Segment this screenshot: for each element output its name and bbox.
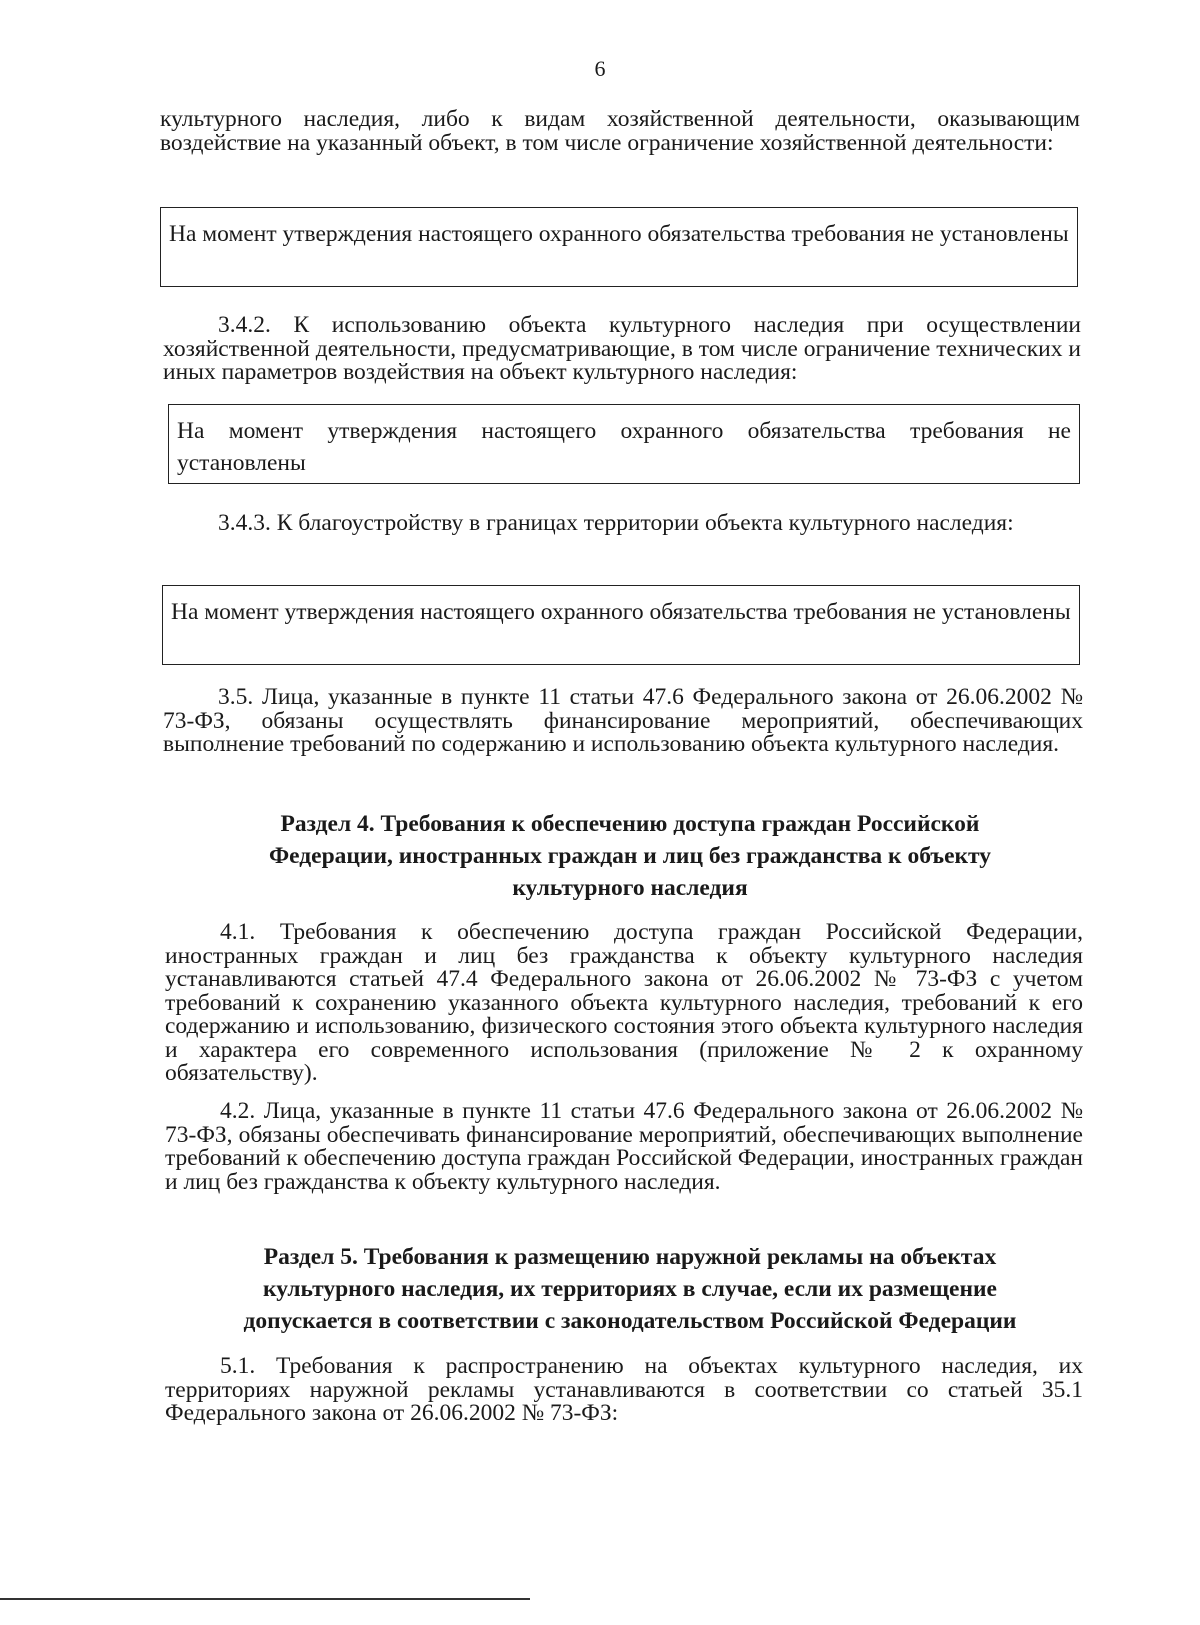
section-5-heading [160,1241,1100,1337]
requirements-box-2: На момент утверждения настоящего охранного обязательства требования не установлены [168,404,1080,484]
paragraph-intro: культурного наследия, либо к видам хозяйственной деятельности, оказывающим воздействие на указанный объект, в том числе ограничение хозяйственной деятельности: [160,106,1080,156]
paragraph-3-4-2: 3.4.2. К использованию объекта культурного наследия при осуществлении хозяйственной деятельности, предусматривающие, в том числе ограничение технических и иных параметров воздействия на объект культурного наследия: [163,312,1081,385]
requirements-box-1: На момент утверждения настоящего охранного обязательства требования не установлены [160,207,1078,287]
paragraph-4-2: 4.2. Лица, указанные в пункте 11 статьи 47.6 Федерального закона от 26.06.2002 № 73-ФЗ, обязаны обеспечивать финансирование мероприятий, обеспечивающих выполнение требований к обеспечению доступа граждан Российской Федерации, иностранных граждан и лиц без гражданства к объекту культурного наследия. [165,1098,1083,1195]
section-4-heading [160,808,1100,904]
section-4-heading-line-3: культурного наследия [512,875,748,901]
paragraph-3-4-3: 3.4.3. К благоустройству в границах территории объекта культурного наследия: [218,510,1014,536]
section-5-heading-line-3: допускается в соответствии с законодательством Российской Федерации [243,1308,1017,1334]
paragraph-5-1: 5.1. Требования к распространению на объектах культурного наследия, их территориях наружной рекламы устанавливаются в соответствии со статьей 35.1 Федерального закона от 26.06.2002 № 73-ФЗ: [165,1353,1083,1426]
section-4-heading-line-2: Федерации, иностранных граждан и лиц без гражданства к объекту [268,843,992,869]
page-number: 6 [594,56,606,81]
section-4-heading-line-1: Раздел 4. Требования к обеспечению доступа граждан Российской [280,811,980,837]
requirements-box-3: На момент утверждения настоящего охранного обязательства требования не установлены [162,585,1080,665]
footer-rule [0,1598,530,1600]
paragraph-3-5: 3.5. Лица, указанные в пункте 11 статьи 47.6 Федерального закона от 26.06.2002 № 73-ФЗ, обязаны осуществлять финансирование мероприятий, обеспечивающих выполнение требований по содержанию и использованию объекта культурного наследия. [163,684,1083,757]
section-5-heading-line-1: Раздел 5. Требования к размещению наружной рекламы на объектах [263,1244,997,1270]
section-5-heading-line-2: культурного наследия, их территориях в случае, если их размещение [263,1276,997,1302]
paragraph-4-1: 4.1. Требования к обеспечению доступа граждан Российской Федерации, иностранных граждан и лиц без гражданства к объекту культурного наследия устанавливаются статьей 47.4 Федерального закона от 26.06.2002 № 73-ФЗ с учетом требований к сохранению указанного объекта культурного наследия, требований к его содержанию и использованию, физического состояния этого объекта культурного наследия и характера его современного использования (приложение № 2 к охранному обязательству). [165,919,1083,1086]
